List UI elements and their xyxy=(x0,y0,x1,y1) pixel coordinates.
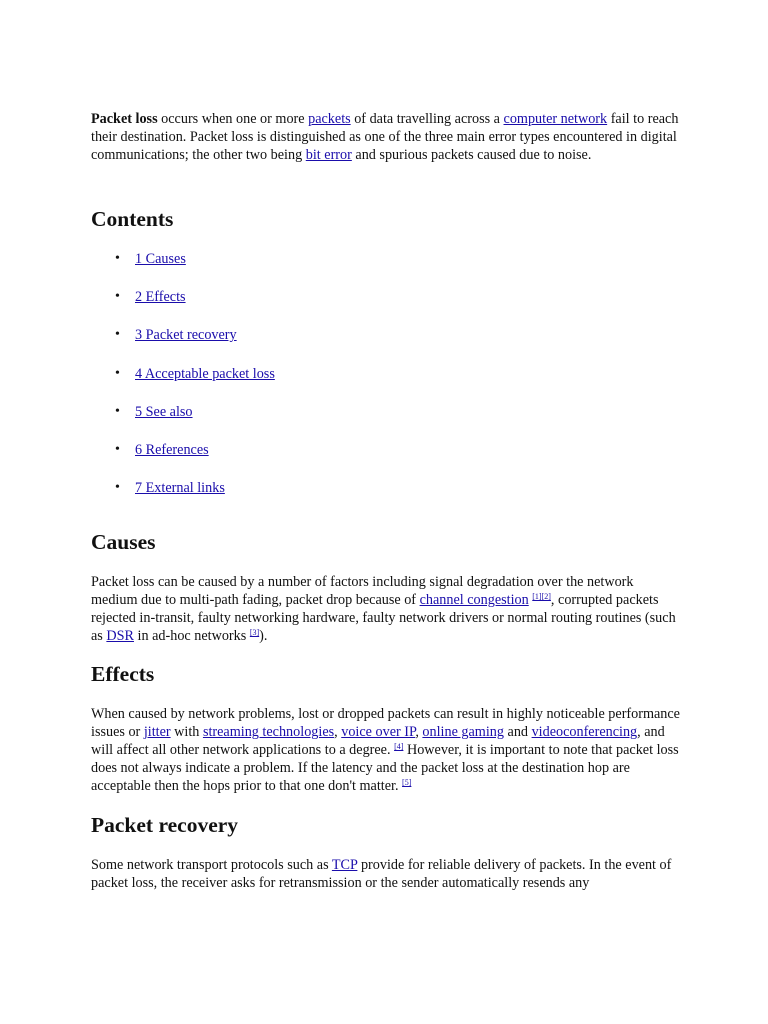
toc-item-external-links xyxy=(91,479,683,517)
toc-link-see-also[interactable]: 5 See also xyxy=(135,403,193,420)
causes-heading: Causes xyxy=(91,530,156,555)
toc-link-references[interactable]: 6 References xyxy=(135,441,209,458)
article xyxy=(91,110,683,892)
toc-item-packet-recovery xyxy=(91,326,683,364)
link-jitter[interactable]: jitter xyxy=(143,724,171,741)
bullet-icon: • xyxy=(115,251,120,266)
ref-5[interactable]: [5] xyxy=(402,778,412,788)
toc-item-acceptable-packet-loss xyxy=(91,365,683,403)
toc-item-see-also xyxy=(91,403,683,441)
link-online-gaming[interactable]: online gaming xyxy=(422,724,504,741)
link-channel-congestion[interactable]: channel congestion xyxy=(419,592,529,609)
bullet-icon: • xyxy=(115,403,120,419)
ref-3[interactable]: [3] xyxy=(249,628,260,638)
link-dsr[interactable]: DSR xyxy=(106,628,134,645)
toc-link-acceptable-packet-loss[interactable]: 4 Acceptable packet loss xyxy=(135,365,275,382)
table-of-contents xyxy=(91,250,683,517)
bullet-icon: • xyxy=(115,327,120,343)
intro-term: Packet loss xyxy=(91,111,158,127)
toc-link-effects[interactable]: 2 Effects xyxy=(135,289,186,306)
bullet-icon: • xyxy=(115,365,120,381)
toc-item-references xyxy=(91,441,683,479)
link-computer-network[interactable]: computer network xyxy=(503,111,608,127)
link-videoconferencing[interactable]: videoconferencing xyxy=(531,724,638,741)
ref-1-2[interactable]: [1][2] xyxy=(532,592,551,602)
bullet-icon: • xyxy=(115,289,120,305)
packet-recovery-heading: Packet recovery xyxy=(91,813,239,838)
causes-paragraph: Packet loss can be caused by a number of factors including signal degradation over the network medium due to multi-path fading, packet drop because of channel congestion [1][2], corrupted packets rejected in-transit, faulty networking hardware, faulty network drivers or normal routing routines (such as DSR in ad-hoc networks [3]). xyxy=(91,574,676,645)
toc-item-causes xyxy=(91,250,683,288)
intro-paragraph: Packet loss occurs when one or more packets of data travelling across a computer network fail to reach their destination. Packet loss is distinguished as one of the three main error types encountered in digital communications; the other two being bit error and spurious packets caused due to noise. xyxy=(91,111,679,163)
effects-paragraph: When caused by network problems, lost or dropped packets can result in highly noticeable performance issues or jitter with streaming technologies, voice over IP, online gaming and videoconferencing, and will affect all other network applications to a degree. [4] However, it is important to note that packet loss does not always indicate a problem. If the latency and the packet loss at the destination hop are acceptable then the hops prior to that one don't matter. [5] xyxy=(91,706,680,795)
link-bit-error[interactable]: bit error xyxy=(305,147,352,163)
packet-recovery-paragraph: Some network transport protocols such as TCP provide for reliable delivery of packets. In the event of packet loss, the receiver asks for retransmission or the sender automatically resends any xyxy=(91,857,672,892)
link-tcp[interactable]: TCP xyxy=(331,857,358,874)
toc-item-effects xyxy=(91,288,683,326)
ref-4[interactable]: [4] xyxy=(394,742,404,752)
link-streaming-technologies[interactable]: streaming technologies xyxy=(202,724,335,741)
link-packets[interactable]: packets xyxy=(308,111,351,127)
bullet-icon: • xyxy=(115,441,120,457)
toc-link-causes[interactable]: 1 Causes xyxy=(135,251,186,267)
contents-heading: Contents xyxy=(91,207,174,231)
link-voice-over-ip[interactable]: voice over IP xyxy=(341,724,416,741)
effects-heading: Effects xyxy=(91,662,155,687)
bullet-icon: • xyxy=(115,480,120,496)
toc-link-external-links[interactable]: 7 External links xyxy=(135,480,225,497)
toc-link-packet-recovery[interactable]: 3 Packet recovery xyxy=(135,327,237,344)
